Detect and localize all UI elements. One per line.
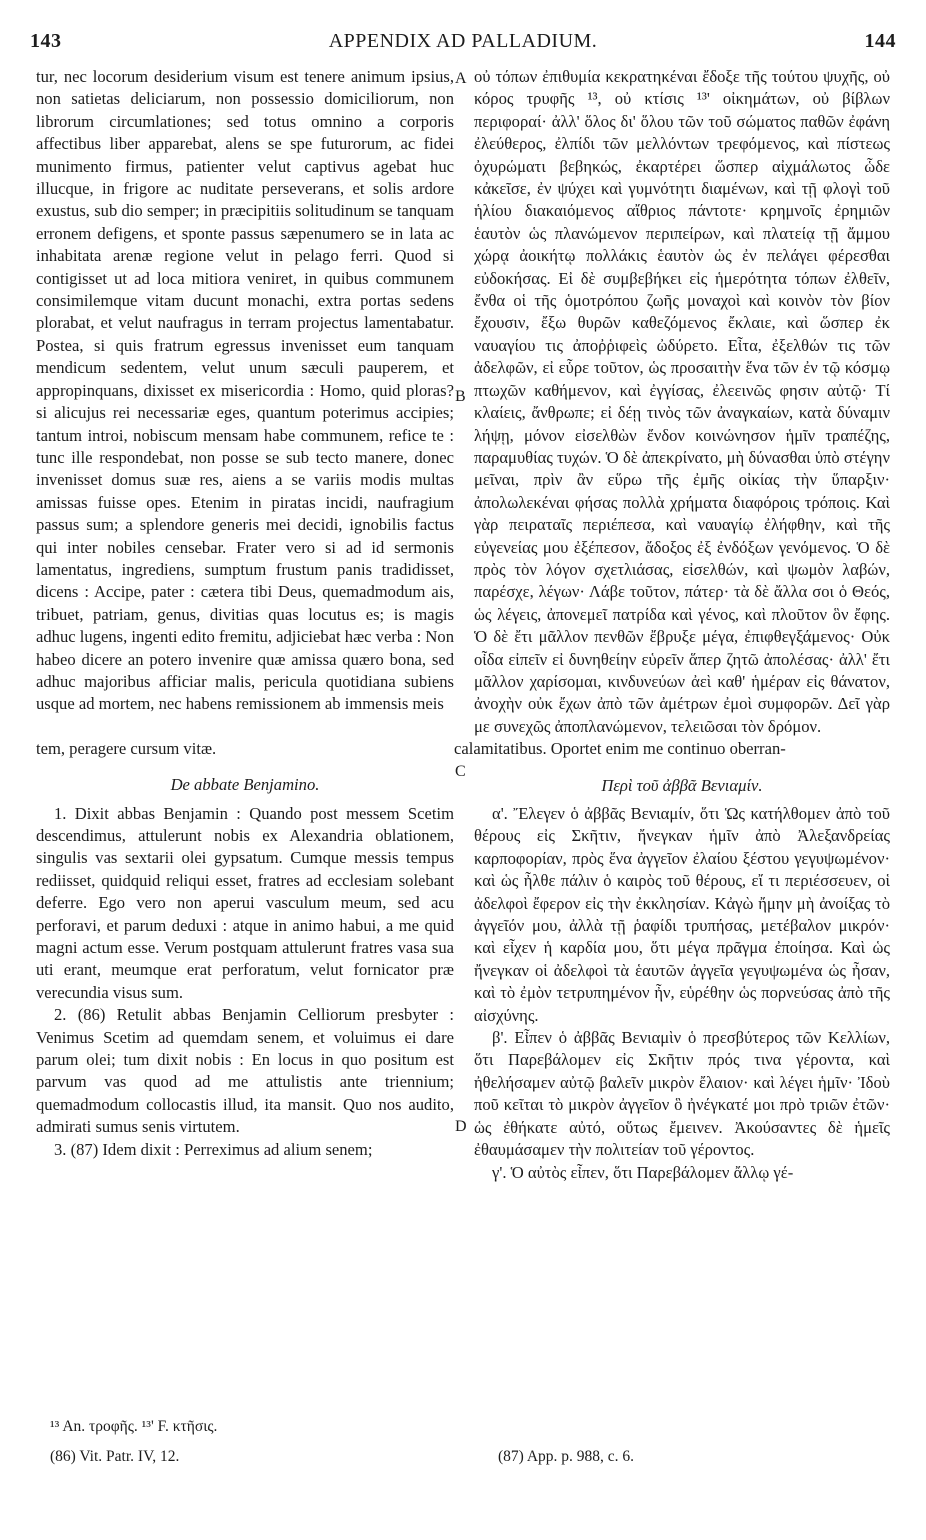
greek-paragraph-2: α'. Ἔλεγεν ὁ ἀββᾶς Βενιαμίν, ὅτι Ὡς κατήλθομεν ἀπὸ τοῦ θέρους εἰς Σκῆτιν, ἤνεγκαν ἡμῖν ἀπὸ Ἀλεξανδρείας καρποφορίαν, πρὸς ἕνα ἀγγεῖον ἐλαίου ξέστου γεγυψωμένον· καὶ ὡς ἦλθε πάλιν ὁ καιρὸς τοῦ θέρους, εἴ τι περιέσσευεν, οἱ ἀδελφοὶ ἔφερον εἰς τὴν ἐκκλησίαν. Κἀγὼ ἤμην μὴ ἀνοίξας τὸ ἀγγεῖόν μου, ἀλλὰ τῇ ῥαφίδι τρυπήσας, μετέβαλον μικρόν· καὶ εἶχεν ἡ καρδία μου, ὅτι μέγα πρᾶγμα ἐποίησα. Καὶ ὡς ἤνεγκαν οἱ ἀδελφοὶ τὰ ἑαυτῶν ἀγγεῖα γεγυψωμένα ὡς ἦσαν, καὶ τὸ ἐμὸν τετρυπημένον ἦν, εὑρέθην ὡς πορνεύσας ἀπὸ τῆς αἰσχύνης. — [474, 804, 890, 1025]
greek-column — [454, 66, 890, 1184]
greek-section-heading: Περὶ τοῦ ἀββᾶ Βενιαμίν. — [601, 775, 763, 795]
footnote-87: (87) App. p. 988, c. 6. — [498, 1448, 635, 1465]
latin-paragraph-1-end: tem, peragere cursum vitæ. — [36, 738, 217, 758]
footnote-variants: ¹³ An. τροφῆς. ¹³' F. κτῆσις. — [50, 1418, 218, 1435]
section-marker-d: D — [455, 1118, 467, 1135]
page-number-right: 144 — [864, 30, 896, 52]
section-marker-b: B — [455, 388, 466, 405]
latin-paragraph-1: tur, nec locorum desiderium visum est tenere animum ipsius, non satietas deliciarum, non possessio domiciliorum, non librorum circumlationes; sed totus omnino a corporis affectibus liber apparebat, alens se spe futurorum, ac fidei munimento firmus, patienter velut captivus agebat huc illucque, in frigore ac nuditate perseverans, et solis ardore exustus, sub dio semper; in præcipitiis solitudinum se tanquam erronem defigens, et sponte passus sæpenumero se in lata ac inhabitata arenæ regione velut in pelago ferri. Quod si contigisset ut ad loca mitiora veniret, in quibus communem consimilemque vitam ducunt monachi, extra portas sedens plorabat, et velut naufragus in terram projectus lamentabatur. Postea, si quis fratrum egressus invenisset eum tanquam mendicum sedentem, velut unum sæculi pauperem, et appropinquans, dixisset ex misericordia : Homo, quid ploras? si alicujus rei necessariæ eges, quantum poterimus accipies; tantum introi, nobiscum mensam habe communem, refice te : tunc ille respondebat, non posse se sub tecto manere, donec invenisset domus suæ res, aiens a se variis modis multas amissas fuisse opes. Etenim in piratas incidi, naufragium passus sum; a splendore generis mei decidi, ignobilis factus qui inter nobiles censebar. Frater vero si ad id sermonis lamentatus, ingrediens, sumptum frustum panis tradidisset, dicens : Accipe, pater : cætera tibi Deus, quemadmodum ais, tribuet, patriam, genus, divitias quas locutus es; is magis adhuc lugens, ingenti edito fremitu, adjiciebat hæc verba : Non habeo dicere an potero invenire quæ amissa quæro bona, sed adhuc majoribus afficiar malis, pericula quotidiana subiens usque ad mortem, nec habens remissionem ab immensis meis — [36, 67, 454, 714]
page-number-left: 143 — [30, 30, 62, 52]
section-marker-c: C — [455, 763, 466, 780]
greek-paragraph-1: οὐ τόπων ἐπιθυμία κεκρατηκέναι ἔδοξε τῆς τούτου ψυχῆς, οὐ κόρος τρυφῆς ¹³, οὐ κτίσις ¹³' οἰκημάτων, οὐ βίβλων περιφοραί· ἀλλ' ὅλος δι' ὅλου τῶν τοῦ σώματος παθῶν ἐφάνη ἐλεύθερος, ἐλπίδι τῶν μελλόντων τρεφόμενος, καὶ πίστεως ὀχυρώματι βεβηκώς, ἐκαρτέρει ὥσπερ αἰχμάλωτος ὧδε κἀκεῖσε, ἐν ψύχει καὶ γυμνότητι διαμένων, καὶ τῇ φλογὶ τοῦ ἡλίου διακαιόμενος αἴθριος πάντοτε· κρημνοῖς ἐρημιῶν ἑαυτὸν ὡς πλανώμενον περιπείρων, καὶ πλατείᾳ τῇ ἄμμου χώρᾳ ἀοικήτῳ πολλάκις ἑαυτὸν ὡς ἐν πελάγει φέρεσθαι εὐδοκήσας. Εἰ δὲ συμβεβήκει εἰς ἡμερότητα τόπων ἐλθεῖν, ἔνθα οἱ τῆς ὁμοτρόπου ζωῆς μοναχοὶ καὶ κοινὸν τὸν βίον ἔχουσιν, ἔξω θυρῶν καθεζόμενος ἔκλαιε, καὶ ὥσπερ ἐκ ναυαγίου τις ἀποῤῥιφεὶς ὠδύρετο. Εἶτα, ἐξελθών τις τῶν ἀδελφῶν, εἰ εὗρε τοῦτον, ὡς προσαιτὴν ἕνα τῶν ἐν τῷ κόσμῳ πτωχῶν καθήμενον, καὶ ἐγγίσας, ἐλεεινῶς φησιν αὐτῷ· Τί κλαίεις, ἄνθρωπε; εἰ δέῃ τινὸς τῶν ἀναγκαίων, κατὰ δύναμιν λήψῃ, μόνον εἰσελθὼν ἔνδον κοινώνησον ἡμῖν τραπέζης, παραμυθίας τυχών. Ὁ δὲ ἀπεκρίνατο, μὴ δύνασθαι ὑπὸ στέγην μεῖναι, πρὶν ἂν εὕρω τῆς ἐμῆς οἰκίας τὴν ὕπαρξιν· ἀπολωλεκέναι φήσας πολλὰ χρήματα διαφόροις τρόποις. Καὶ γὰρ πειραταῖς περιέπεσα, καὶ ναυαγίῳ ἐλήφθην, καὶ τῆς εὐγενείας μου ἐξέπεσον, ἄδοξος ἐξ ἐνδόξων γενόμενος. Ὁ δὲ πρὸς τὸν λόγον σχετλιάσας, εἰσελθών, καὶ ψωμὸν λαβών, παρέσχε, λέγων· Λάβε τοῦτον, πάτερ· τὰ δὲ ἄλλα σοι ὁ Θεός, ὡς λέγεις, ἀπονεμεῖ πατρίδα καὶ γένος, καὶ πλοῦτον ὃν ἔφης. Ὁ δὲ ἔτι μᾶλλον πενθῶν ἔβρυξε μέγα, ἐπιφθεγξάμενος· Οὐκ οἶδα εἰπεῖν εἰ δυνηθείην εὑρεῖν ἅπερ ζητῶ ἀπολέσας· ἀλλ' ἔτι μᾶλλον χαρίσομαι, κινδυνεύων ἀεὶ καθ' ἡμέραν εἰς θάνατον, ἀνοχὴν οὐκ ἔχων ἀπὸ τῶν ἀμέτρων ἐμοὶ συμφορῶν. Δεῖ γὰρ με συνεχῶς ἀποπλανώμενον, τελειῶσαι τὸν δρόμον. — [474, 67, 890, 736]
latin-paragraph-2: 1. Dixit abbas Benjamin : Quando post messem Scetim descendimus, attulerunt nobis ex Alexandria oblationem, singulis vas sextarii olei gypsatum. Cumque messis tempus rediisset, quidquid reliqui esset, fratres ad ecclesiam solebant deferre. Ego vero non aperui vasculum meum, sed acu perforavi, et parum deduxi : atque in animo habui, a me quid magni actum esse. Verum postquam attulerunt fratres vasa sua uti erant, meumque erat perforatum, velut fornicator præ verecundia visus sum. — [36, 803, 454, 1002]
latin-paragraph-3: 2. (86) Retulit abbas Benjamin Celliorum presbyter : Venimus Scetim ad quemdam senem, et voluimus ei dare parum olei; tum dixit nobis : En locus in quo positum est parvum vas quod ad me attulistis ante triennium; quemadmodum collocastis illud, ita mansit. Quo nos audito, admirati sumus senis virtutem. — [36, 1005, 454, 1137]
latin-paragraph-4: 3. (87) Idem dixit : Perreximus ad alium senem; — [54, 1139, 373, 1159]
footnote-86: (86) Vit. Patr. IV, 12. — [50, 1448, 180, 1465]
greek-crossline: calamitatibus. Oportet enim me continuo oberran- — [454, 739, 786, 759]
page-header — [30, 30, 896, 70]
section-marker-a: A — [455, 70, 467, 87]
greek-paragraph-4: γ'. Ὁ αὐτὸς εἶπεν, ὅτι Παρεβάλομεν ἄλλῳ γέ- — [492, 1162, 794, 1182]
running-title: APPENDIX AD PALLADIUM. — [328, 30, 598, 52]
latin-section-heading: De abbate Benjamino. — [170, 775, 320, 795]
greek-paragraph-3: β'. Εἶπεν ὁ ἀββᾶς Βενιαμὶν ὁ πρεσβύτερος τῶν Κελλίων, ὅτι Παρεβάλομεν εἰς Σκῆτιν πρός τινα γέροντα, καὶ ἠθελήσαμεν αὐτῷ βαλεῖν μικρὸν ἔλαιον· καὶ λέγει ἡμῖν· Ἰδοὺ ποῦ κεῖται τὸ μικρὸν ἀγγεῖον ὃ ἠνέγκατέ μοι πρὸ τριῶν ἐτῶν· ὡς ἐθήκατε αὐτό, οὕτως ἔμεινεν. Ἀκούσαντες δὲ ἡμεῖς ἐθαυμάσαμεν τὴν πολιτείαν τοῦ γέροντος. — [474, 1028, 890, 1160]
latin-column — [36, 66, 454, 1161]
